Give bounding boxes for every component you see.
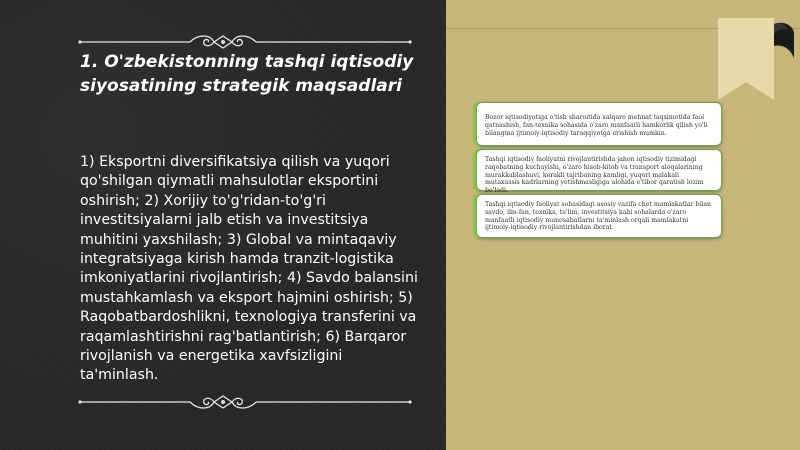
slide-title: 1. O'zbekistonning tashqi iqtisodiy siyosatining strategik maqsadlari — [80, 52, 414, 96]
info-card: Tashqi iqtisodiy faoliyat sohasidagi asosiy vazifa chet mamlakatlar bilan savdo, ilm-fan, texnika, ta'lim, investitsiya kabi sohalarda o'zaro manfaatli iqtisodiy munosabatlarni ta'minlash orqali mamlakatni ijtimoiy-iqtisodiy rivojlantirishdan iborat. — [476, 194, 722, 238]
ornament-divider-top — [0, 32, 446, 52]
slide-body-text: 1) Eksportni diversifikatsiya qilish va yuqori qo'shilgan qiymatli mahsulotlar eksportini oshirish; 2) Xorijiy to'g'ridan-to'g'ri investitsiyalarni jalb etish va investitsiya muhitini yaxshilash; 3) Global va mintaqaviy integratsiyaga kirish hamda tranzit-logistika imkoniyatlarini rivojlantirish; 4) Savdo balansini mustahkamlash va eksport hajmini oshirish; 5) Raqobatbardoshlikni, texnologiya transferini va raqamlashtirishni rag'batlantirish; 6) Barqaror rivojlanish va energetika xavfsizligini ta'minlash. — [80, 154, 418, 384]
ornament-divider-bottom — [0, 392, 446, 412]
info-card: Bozor iqtisodiyotiga o'tish sharoitida xalqaro mehnat taqsimotida faol qatnashish, fan-texnika sohasida o'zaro manfaatli hamkorlik qilish yo'li bilangina ijtimoiy-iqtisodiy taraqqiyotga erishish mumkin. — [476, 102, 722, 146]
info-card: Tashqi iqtisodiy faoliyatni rivojlantirishda jahon iqtisodiy tizimidagi raqobatning kuchayishi, o'zaro hisob-kitob va transport aloqalarining murakkablashuvi, kerakli tajribaning kamligi, yuqori malakali mutaxassis kadrlarning yetishmasligiga alohida e'tibor qaratish lozim bo'ladi. — [476, 149, 722, 191]
bookmark-ribbon-icon — [718, 18, 794, 102]
